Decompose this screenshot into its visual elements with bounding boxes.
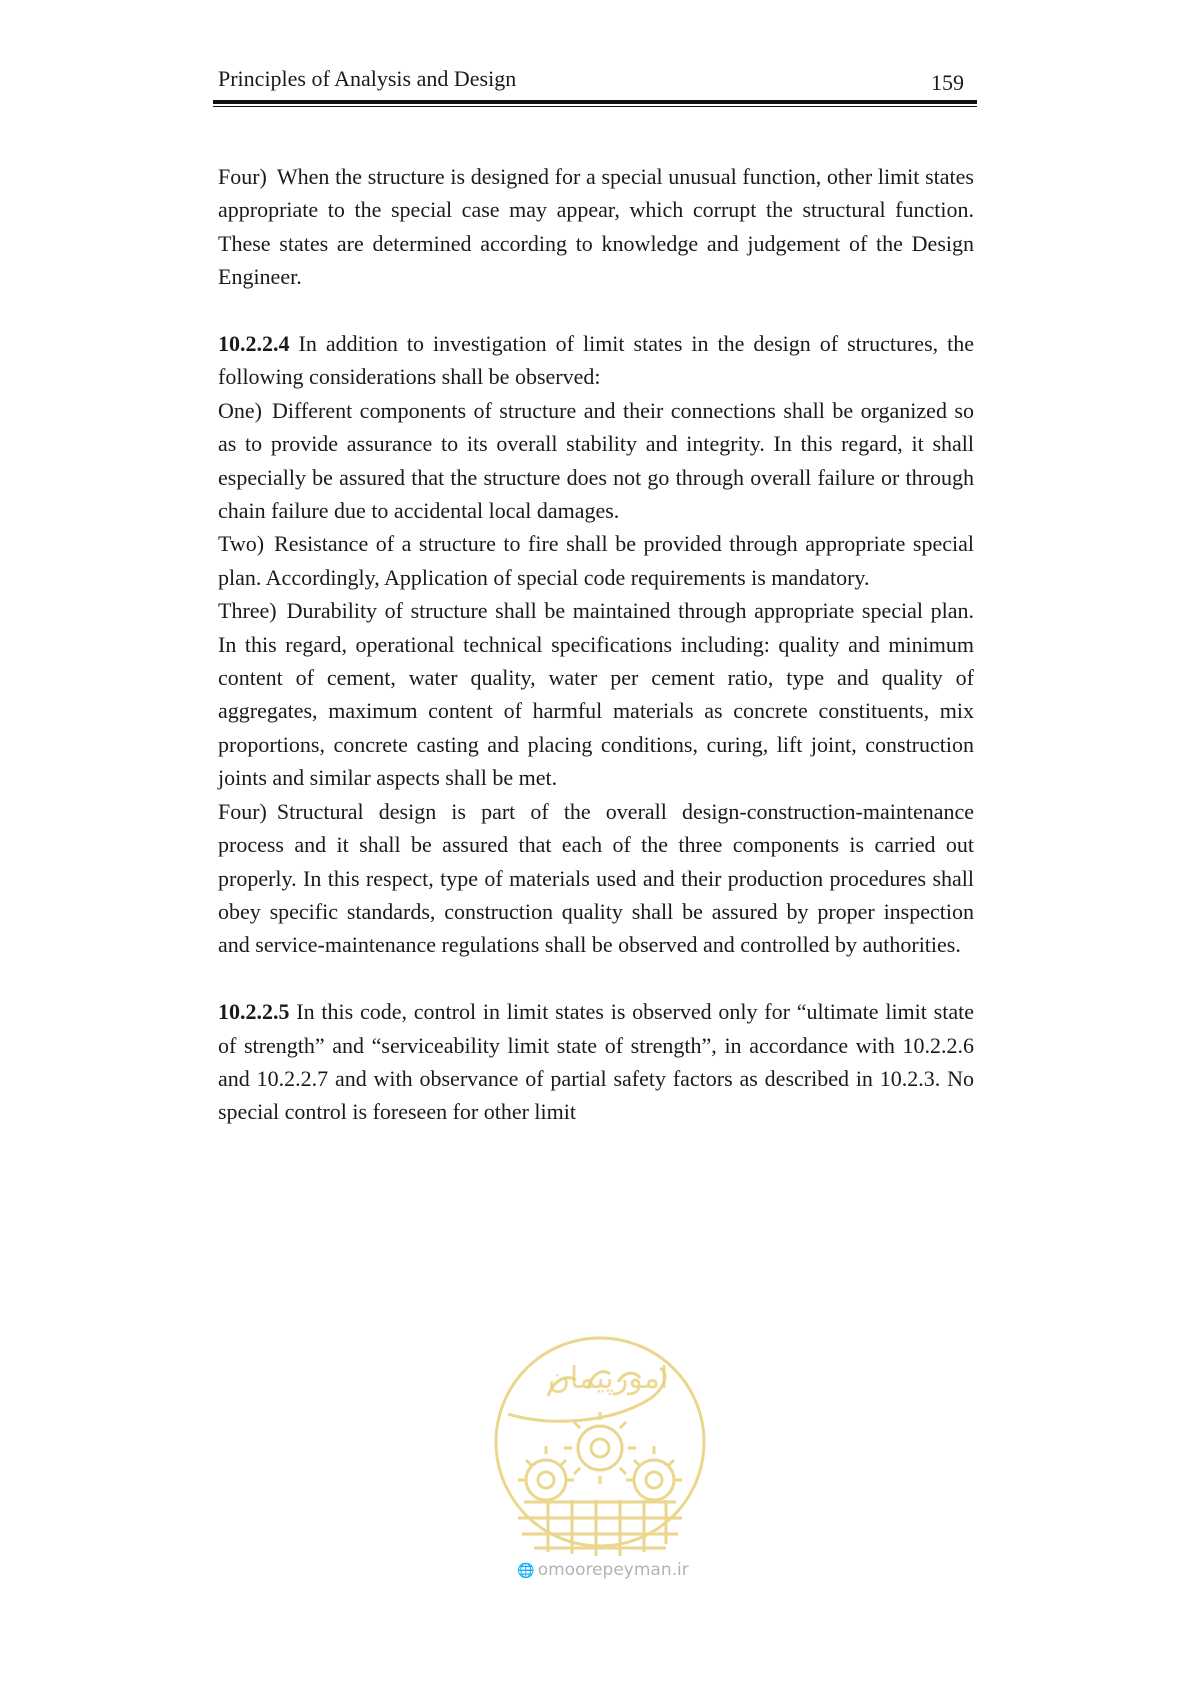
item-two-fire [218, 527, 974, 594]
section-10-2-2-4 [218, 327, 974, 394]
item-four-process [218, 795, 974, 962]
page-number: 159 [931, 70, 964, 95]
header-rule-thick [213, 100, 977, 104]
item-label: Three) [218, 598, 277, 624]
header-rule-thin [213, 106, 977, 107]
item-label: Four) [218, 798, 267, 824]
watermark-logo-text: امورپیمان [547, 1361, 669, 1396]
paragraph-four-special-function [218, 160, 974, 294]
paragraph-gap [218, 962, 974, 995]
paragraph-text: Resistance of a structure to fire shall be provided through appropriate special plan. Accordingly, Application of special code requirements is mandatory. [218, 531, 974, 590]
item-label: One) [218, 397, 262, 423]
watermark-logo-icon [488, 1330, 713, 1585]
item-three-durability [218, 594, 974, 794]
section-number: 10.2.2.5 [218, 999, 290, 1025]
section-10-2-2-5 [218, 995, 974, 1129]
paragraph-text: In this code, control in limit states is observed only for “ultimate limit state of strength” and “serviceability limit state of strength”, in accordance with 10.2.2.6 and 10.2.2.7 and with observance of partial safety factors as described in 10.2.3. No special control is foreseen for other limit [218, 999, 974, 1125]
watermark-url-text: omoorepeyman.ir [537, 1560, 689, 1580]
globe-icon: 🌐 [517, 1563, 535, 1579]
section-number: 10.2.2.4 [218, 331, 290, 357]
page-body [218, 160, 974, 1129]
running-header-title: Principles of Analysis and Design [218, 66, 517, 91]
item-one-stability [218, 394, 974, 528]
paragraph-text: Different components of structure and their connections shall be organized so as to provide assurance to its overall stability and integrity. In this regard, it shall especially be assured that the structure does not go through overall failure or through chain failure due to accidental local damages. [218, 397, 974, 524]
item-label: Two) [218, 531, 265, 557]
paragraph-text: When the structure is designed for a special unusual function, other limit states appropriate to the special case may appear, which corrupt the structural function. These states are determined according to knowledge and judgement of the Design Engineer. [218, 164, 974, 290]
item-label: Four) [218, 164, 267, 189]
paragraph-text: Durability of structure shall be maintained through appropriate special plan. In this regard, operational technical specifications including: quality and minimum content of cement, water quality, water per cement ratio, type and quality of aggregates, maximum content of harmful materials as concrete constituents, mix proportions, concrete casting and placing conditions, curing, lift joint, construction joints and similar aspects shall be met. [218, 598, 974, 791]
paragraph-gap [218, 294, 974, 327]
watermark-url [498, 1560, 708, 1580]
running-header [218, 62, 976, 102]
paragraph-text: In addition to investigation of limit states in the design of structures, the following considerations shall be observed: [218, 331, 975, 390]
paragraph-text: Structural design is part of the overall design-construction-maintenance process and it shall be assured that each of the three components is carried out properly. In this respect, type of materials used and their production procedures shall obey specific standards, construction quality shall be assured by proper inspection and service-maintenance regulations shall be observed and controlled by authorities. [218, 798, 974, 958]
